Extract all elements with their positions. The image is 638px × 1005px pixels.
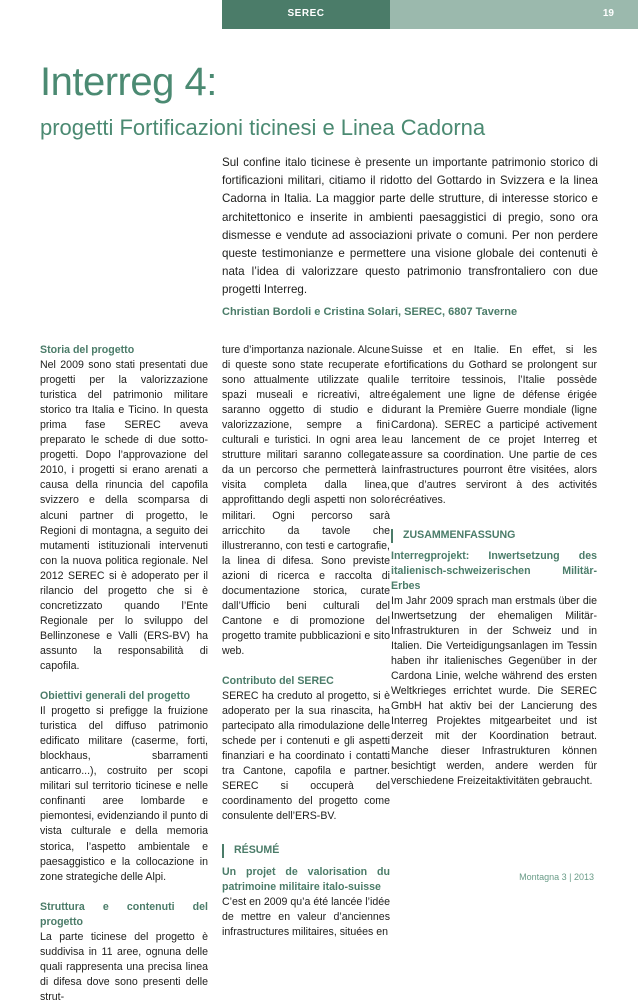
header-band-blank bbox=[0, 0, 222, 29]
heading-storia: Storia del progetto bbox=[40, 344, 135, 356]
page-number: 19 bbox=[602, 8, 614, 19]
header-band-light bbox=[390, 0, 638, 29]
paragraph-contributo: SEREC ha creduto al progetto, si è adoperato per la sua rinascita, ha partecipato alla rimodulazione delle schede per i contenuti e gli aspetti finanziari e ha coordinato i contatti tra Cantone, capofila e partner. SEREC si occuperà del coordinamento del progetto come consulente dell’ERS-BV. bbox=[222, 690, 390, 823]
intro-author: Christian Bordoli e Cristina Solari, SEREC, 6807 Taverne bbox=[222, 305, 518, 318]
zusammenfassung-label: ZUSAMMENFASSUNG bbox=[391, 528, 597, 543]
heading-contributo: Contributo del SEREC bbox=[222, 674, 334, 687]
column-2 bbox=[222, 343, 390, 940]
intro-block bbox=[222, 154, 598, 321]
section-label: SEREC bbox=[287, 8, 325, 19]
page-subtitle: progetti Fortificazioni ticinesi e Linea Cadorna bbox=[40, 115, 486, 140]
paragraph-zusammenfassung: Im Jahr 2009 sprach man erstmals über die Inwertsetzung der ehemaligen Militär-Infrastrukturen in der Schweiz und in Italien. Die Verteidigungsanlagen im Tessin haben ihr italienisches Gegenüber in der Cardona Linie, welche während des ersten Weltkrieges errichtet wurde. Die SEREC GmbH hat aktiv bei der Lancierung des Interreg Projektes mitgearbeitet und ist derzeit mit der Koordination betraut. Manche dieser Infrastrukturen können besichtigt werden, andere werden für verschiedene Freizeitaktivitäten gebraucht. bbox=[391, 594, 597, 788]
column-1 bbox=[40, 343, 208, 1005]
paragraph-struttura: La parte ticinese del progetto è suddivisa in 11 aree, ognuna delle quali rappresenta una precisa linea di difesa dove sono presenti delle strut- bbox=[40, 930, 208, 1003]
intro-text: Sul confine italo ticinese è presente un importante patrimonio storico di fortificazioni militari, citiamo il ridotto del Gottardo in Svizzera e la linea Cadorna in Italia. La maggior parte delle strutture, di interesse storico e architettonico e inserite in ambienti paesaggistici di pregio, sono ora dismesse e vendute ad associazioni private o comuni. Per non perdere queste testimonianze e permettere una visione globale dei contenuti è nata l’idea di valorizzare questo patrimonio transfrontaliero con due progetti Interreg. bbox=[222, 156, 598, 297]
paragraph-resume-cont: Suisse et en Italie. En effet, si les fortifications du Gothard se prolongent sur le territoire tessinois, l’Italie possède également une ligne de défense érigée durant la Première Guerre mondiale (ligne Cardona). SEREC a participé activement au lancement de ce projet Interreg et assure sa coordination. Une partie de ces infrastructures pourront être visitées, alors que d’autres serviront à des activités récréatives. bbox=[391, 344, 597, 507]
heading-resume: Un projet de valorisation du patrimoine militaire italo-suisse bbox=[222, 865, 390, 893]
heading-zusammenfassung: Interregprojekt: Inwertsetzung des italienisch-schweizerischen Militär-Erbes bbox=[391, 549, 597, 592]
heading-struttura: Struttura e contenuti del progetto bbox=[40, 900, 208, 928]
paragraph-obiettivi: Il progetto si prefigge la fruizione turistica del diffuso patrimonio edificato militare (caserme, forti, blockhaus, sbarramenti anticarro...), costruito per scopi militari sul territorio ticinese e nelle confinanti aree lombarde e piemontesi, evidenziando il punto di vista culturale e della memoria storica, l’aspetto ambientale e paesaggistico e la collocazione in zone strategiche delle Alpi. bbox=[40, 705, 208, 883]
page-title: Interreg 4: bbox=[40, 60, 217, 104]
header-band bbox=[0, 0, 638, 29]
paragraph-storia: Nel 2009 sono stati presentati due progetti per la valorizzazione turistica del patrimonio militare storico tra Italia e Ticino. In questa prima fase SEREC aveva preparato le schede di due sotto-progetti. Dopo l’approvazione del 2010, i progetti si erano arenati a causa della rinuncia del capofila svizzero e della scomparsa di alcuni partner di progetto, le Regioni di montagna, a seguito dei mutamenti istituzionali intervenuti con la nuova politica regionale. Nel 2012 SEREC si è adoperato per il rilancio del progetto che si è concretizzato quando l’Ente Regionale per lo sviluppo del Bellinzonese e Valli (ERS-BV) ha assunto la responsabilità di capofila. bbox=[40, 359, 208, 672]
heading-obiettivi: Obiettivi generali del progetto bbox=[40, 690, 191, 703]
paragraph-resume: C’est en 2009 qu’a été lancée l’idée de mettre en valeur d’anciennes infrastructures militaires, situées en bbox=[222, 895, 390, 938]
footer-issue: Montagna 3 | 2013 bbox=[519, 872, 594, 882]
resume-label: RÉSUMÉ bbox=[222, 843, 390, 858]
column-3 bbox=[391, 343, 597, 789]
paragraph-struttura-cont: ture d’importanza nazionale. Alcune di queste sono state recuperate e sono attualmente utilizzate quali spazi museali e ricreativi, altre saranno oggetto di studio e di valorizzazione, sempre a fini culturali e turistici. In ogni area le strutture militari saranno collegate da un percorso che permetterà la visita completa dalla linea, approfittando degli aspetti non solo militari. Ogni percorso sarà arricchito da tavole che illustreranno, con testi e cartografie, la linea di difesa. Sono previste azioni di ricerca e raccolta di documentazione storica, curate dall’Ufficio beni culturali del Cantone e di promozione del progetto tramite pubblicazioni e sito web. bbox=[222, 344, 390, 657]
